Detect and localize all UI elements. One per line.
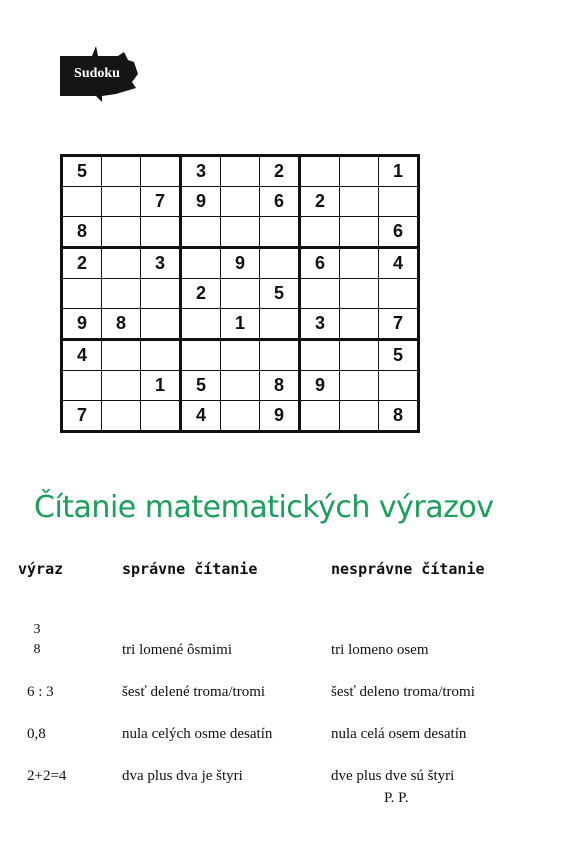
sudoku-cell bbox=[260, 217, 300, 248]
sudoku-cell: 9 bbox=[62, 309, 102, 340]
fraction-expression bbox=[30, 620, 44, 660]
sudoku-cell: 6 bbox=[300, 248, 340, 279]
sudoku-cell: 1 bbox=[141, 371, 181, 401]
sudoku-cell: 5 bbox=[62, 156, 102, 187]
sudoku-cell bbox=[62, 187, 102, 217]
sudoku-cell bbox=[340, 156, 379, 187]
fraction-numerator: 3 bbox=[33, 622, 41, 637]
sudoku-row bbox=[62, 401, 419, 432]
sudoku-row bbox=[62, 340, 419, 371]
row-1-correct: tri lomené ôsmimi bbox=[122, 642, 232, 658]
sudoku-cell: 8 bbox=[62, 217, 102, 248]
sudoku-cell: 4 bbox=[181, 401, 221, 432]
sudoku-cell bbox=[221, 156, 260, 187]
sudoku-row bbox=[62, 279, 419, 309]
row-4-correct: dva plus dva je štyri bbox=[122, 768, 243, 784]
sudoku-cell: 2 bbox=[300, 187, 340, 217]
sudoku-cell bbox=[181, 340, 221, 371]
sudoku-cell bbox=[181, 217, 221, 248]
sudoku-cell bbox=[340, 279, 379, 309]
sudoku-cell bbox=[221, 401, 260, 432]
sudoku-row bbox=[62, 248, 419, 279]
sudoku-cell bbox=[221, 217, 260, 248]
fraction-denominator: 8 bbox=[33, 642, 41, 657]
sudoku-cell bbox=[181, 309, 221, 340]
sudoku-cell: 7 bbox=[62, 401, 102, 432]
header-correct-reading: správne čítanie bbox=[122, 560, 258, 578]
sudoku-cell bbox=[141, 401, 181, 432]
sudoku-cell: 2 bbox=[181, 279, 221, 309]
sudoku-cell bbox=[221, 279, 260, 309]
row-1-incorrect: tri lomeno osem bbox=[331, 642, 429, 658]
row-3-correct: nula celých osme desatín bbox=[122, 726, 273, 742]
row-4-incorrect: dve plus dve sú štyri bbox=[331, 768, 455, 784]
sudoku-cell: 4 bbox=[379, 248, 419, 279]
sudoku-cell bbox=[260, 309, 300, 340]
sudoku-cell: 2 bbox=[260, 156, 300, 187]
sudoku-cell bbox=[141, 279, 181, 309]
author-signature: P. P. bbox=[384, 790, 409, 806]
sudoku-cell bbox=[102, 371, 141, 401]
sudoku-cell: 5 bbox=[181, 371, 221, 401]
sudoku-cell bbox=[181, 248, 221, 279]
sudoku-cell bbox=[340, 401, 379, 432]
sudoku-cell: 8 bbox=[102, 309, 141, 340]
sudoku-cell bbox=[221, 187, 260, 217]
sudoku-badge bbox=[58, 42, 142, 110]
sudoku-cell bbox=[300, 279, 340, 309]
sudoku-cell bbox=[340, 248, 379, 279]
sudoku-cell: 3 bbox=[300, 309, 340, 340]
badge-label: Sudoku bbox=[74, 66, 120, 81]
sudoku-cell bbox=[62, 371, 102, 401]
sudoku-cell bbox=[379, 371, 419, 401]
sudoku-row bbox=[62, 309, 419, 340]
sudoku-cell bbox=[340, 217, 379, 248]
sudoku-cell bbox=[221, 340, 260, 371]
row-4-expression: 2+2=4 bbox=[27, 768, 67, 784]
sudoku-row bbox=[62, 156, 419, 187]
sudoku-cell bbox=[141, 217, 181, 248]
sudoku-cell bbox=[300, 217, 340, 248]
sudoku-cell bbox=[300, 340, 340, 371]
sudoku-cell: 3 bbox=[181, 156, 221, 187]
sudoku-cell bbox=[102, 187, 141, 217]
sudoku-cell bbox=[260, 248, 300, 279]
sudoku-cell bbox=[102, 279, 141, 309]
sudoku-cell: 9 bbox=[300, 371, 340, 401]
sudoku-cell: 4 bbox=[62, 340, 102, 371]
sudoku-cell bbox=[340, 371, 379, 401]
sudoku-cell bbox=[102, 156, 141, 187]
section-title: Čítanie matematických výrazov bbox=[34, 490, 494, 525]
sudoku-cell: 8 bbox=[379, 401, 419, 432]
sudoku-cell: 9 bbox=[260, 401, 300, 432]
sudoku-cell bbox=[62, 279, 102, 309]
sudoku-cell bbox=[379, 279, 419, 309]
sudoku-cell: 5 bbox=[260, 279, 300, 309]
sudoku-cell bbox=[300, 401, 340, 432]
row-2-expression: 6 : 3 bbox=[27, 684, 54, 700]
sudoku-row bbox=[62, 217, 419, 248]
sudoku-cell bbox=[141, 309, 181, 340]
sudoku-cell bbox=[340, 187, 379, 217]
sudoku-cell: 2 bbox=[62, 248, 102, 279]
sudoku-cell bbox=[340, 309, 379, 340]
sudoku-cell bbox=[141, 340, 181, 371]
sudoku-cell bbox=[340, 340, 379, 371]
sudoku-cell bbox=[102, 248, 141, 279]
sudoku-cell bbox=[141, 156, 181, 187]
row-2-correct: šesť delené troma/tromi bbox=[122, 684, 266, 700]
sudoku-row bbox=[62, 187, 419, 217]
sudoku-cell: 6 bbox=[260, 187, 300, 217]
sudoku-cell: 1 bbox=[221, 309, 260, 340]
sudoku-cell bbox=[102, 217, 141, 248]
sudoku-cell bbox=[221, 371, 260, 401]
sudoku-cell: 6 bbox=[379, 217, 419, 248]
header-expression: výraz bbox=[18, 560, 64, 578]
sudoku-cell bbox=[102, 340, 141, 371]
sudoku-row bbox=[62, 371, 419, 401]
sudoku-cell: 7 bbox=[379, 309, 419, 340]
sudoku-cell bbox=[379, 187, 419, 217]
sudoku-cell bbox=[300, 156, 340, 187]
sudoku-cell: 9 bbox=[181, 187, 221, 217]
sudoku-cell bbox=[102, 401, 141, 432]
header-incorrect-reading: nesprávne čítanie bbox=[331, 560, 485, 578]
sudoku-cell bbox=[260, 340, 300, 371]
row-3-expression: 0,8 bbox=[27, 726, 46, 742]
row-3-incorrect: nula celá osem desatín bbox=[331, 726, 467, 742]
sudoku-cell: 9 bbox=[221, 248, 260, 279]
sudoku-cell: 5 bbox=[379, 340, 419, 371]
sudoku-cell: 8 bbox=[260, 371, 300, 401]
sudoku-cell: 7 bbox=[141, 187, 181, 217]
row-2-incorrect: šesť deleno troma/tromi bbox=[331, 684, 475, 700]
sudoku-grid bbox=[60, 154, 420, 433]
sudoku-cell: 1 bbox=[379, 156, 419, 187]
sudoku-cell: 3 bbox=[141, 248, 181, 279]
